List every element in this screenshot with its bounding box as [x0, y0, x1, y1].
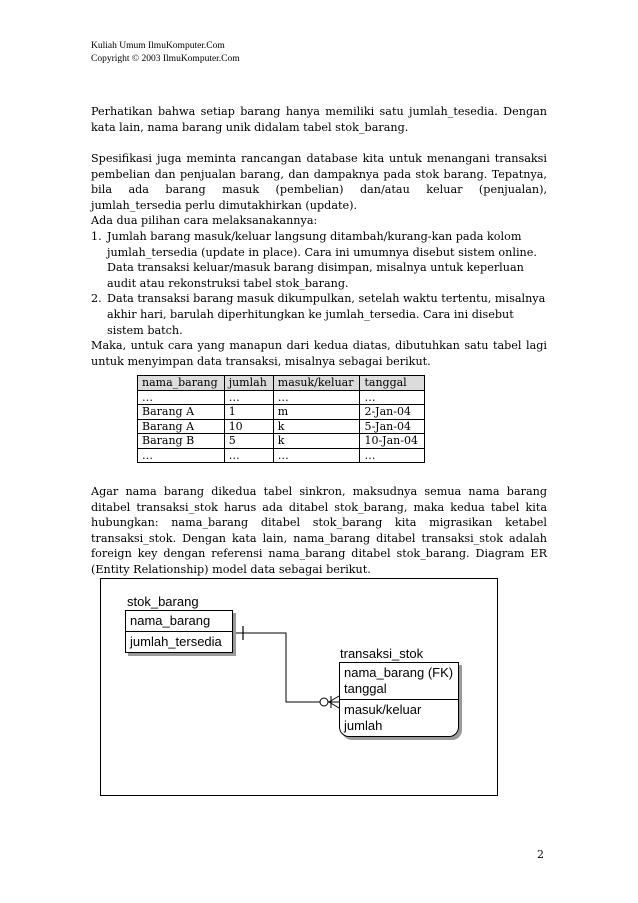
entity-title-transaksi-stok: transaksi_stok	[340, 646, 424, 661]
table-cell: …	[138, 448, 225, 463]
entity-attribute: jumlah	[344, 718, 383, 733]
entity-attr-section	[340, 699, 458, 736]
list-number: 1.	[91, 230, 102, 243]
table-cell: …	[273, 390, 360, 405]
table-cell: Barang A	[138, 405, 225, 420]
entity-attribute: jumlah_tersedia	[130, 634, 222, 649]
table-cell: …	[360, 448, 424, 463]
entity-attr-section	[126, 631, 232, 652]
table-cell: 5	[224, 434, 273, 449]
table-cell: Barang B	[138, 434, 225, 449]
table-cell: 10-Jan-04	[360, 434, 424, 449]
paragraph-1: Perhatikan bahwa setiap barang hanya memiliki satu jumlah_tesedia. Dengan kata lain, nama barang unik didalam tabel stok_barang.	[91, 105, 547, 134]
entity-attribute: masuk/keluar	[344, 702, 422, 717]
table-cell: 10	[224, 419, 273, 434]
entity-attribute: tanggal	[344, 681, 387, 696]
table-header-cell: masuk/keluar	[273, 376, 360, 391]
table-cell: …	[273, 448, 360, 463]
entity-title-stok-barang: stok_barang	[127, 594, 199, 609]
list-item-text: Data transaksi barang masuk dikumpulkan, setelah waktu tertentu, misalnya akhir hari, barulah diperhitungkan ke jumlah_tersedia. Cara ini disebut sistem batch.	[107, 292, 546, 337]
table-header-cell: tanggal	[360, 376, 424, 391]
table-cell: 2-Jan-04	[360, 405, 424, 420]
entity-transaksi-stok	[339, 662, 459, 737]
header-line-1: Kuliah Umum IlmuKomputer.Com	[91, 41, 225, 51]
entity-key-section	[340, 663, 458, 699]
table-cell: k	[273, 434, 360, 449]
entity-attribute: nama_barang	[130, 613, 211, 628]
table-cell: …	[224, 448, 273, 463]
table-cell: 5-Jan-04	[360, 419, 424, 434]
table-cell: m	[273, 405, 360, 420]
list-number: 2.	[91, 292, 102, 306]
entity-key-section	[126, 611, 232, 631]
header-line-2: Copyright © 2003 IlmuKomputer.Com	[91, 53, 240, 64]
table-cell: …	[224, 390, 273, 405]
paragraph-4: Maka, untuk cara yang manapun dari kedua diatas, dibutuhkan satu tabel lagi untuk menyimpan data transaksi, misalnya sebagai berikut.	[91, 339, 547, 368]
table-cell: …	[360, 390, 424, 405]
list-item-text: Jumlah barang masuk/keluar langsung ditambah/kurang-kan pada kolom jumlah_tersedia (update in place). Cara ini umumnya disebut sistem online. Data transaksi keluar/masuk barang disimpan, misalnya untuk keperluan audit atau rekonstruksi tabel stok_barang.	[107, 230, 537, 290]
paragraph-2: Spesifikasi juga meminta rancangan database kita untuk menangani transaksi pembelian dan penjualan barang, dan dampaknya pada stok barang. Tepatnya, bila ada barang masuk (pembelian) dan/atau keluar (penjualan), jumlah_tersedia perlu dimutakhirkan (update).	[91, 152, 547, 212]
page-number: 2	[537, 848, 544, 861]
table-cell: k	[273, 419, 360, 434]
table-header-cell: jumlah	[224, 376, 273, 391]
paragraph-3: Ada dua pilihan cara melaksanakannya:	[91, 214, 318, 227]
paragraph-5: Agar nama barang dikedua tabel sinkron, maksudnya semua nama barang ditabel transaksi_stok harus ada ditabel stok_barang, maka kedua tabel kita hubungkan: nama_barang ditabel stok_barang kita migrasikan ketabel transaksi_stok. Dengan kata lain, nama_barang ditabel transaksi_stok adalah foreign key dengan referensi nama_barang ditabel stok_barang. Diagram ER (Entity Relationship) model data sebagai berikut.	[91, 485, 547, 576]
table-cell: …	[138, 390, 225, 405]
entity-stok-barang	[125, 610, 233, 653]
table-header-cell: nama_barang	[138, 376, 225, 391]
entity-attribute: nama_barang (FK)	[344, 665, 454, 680]
table-cell: 1	[224, 405, 273, 420]
table-cell: Barang A	[138, 419, 225, 434]
